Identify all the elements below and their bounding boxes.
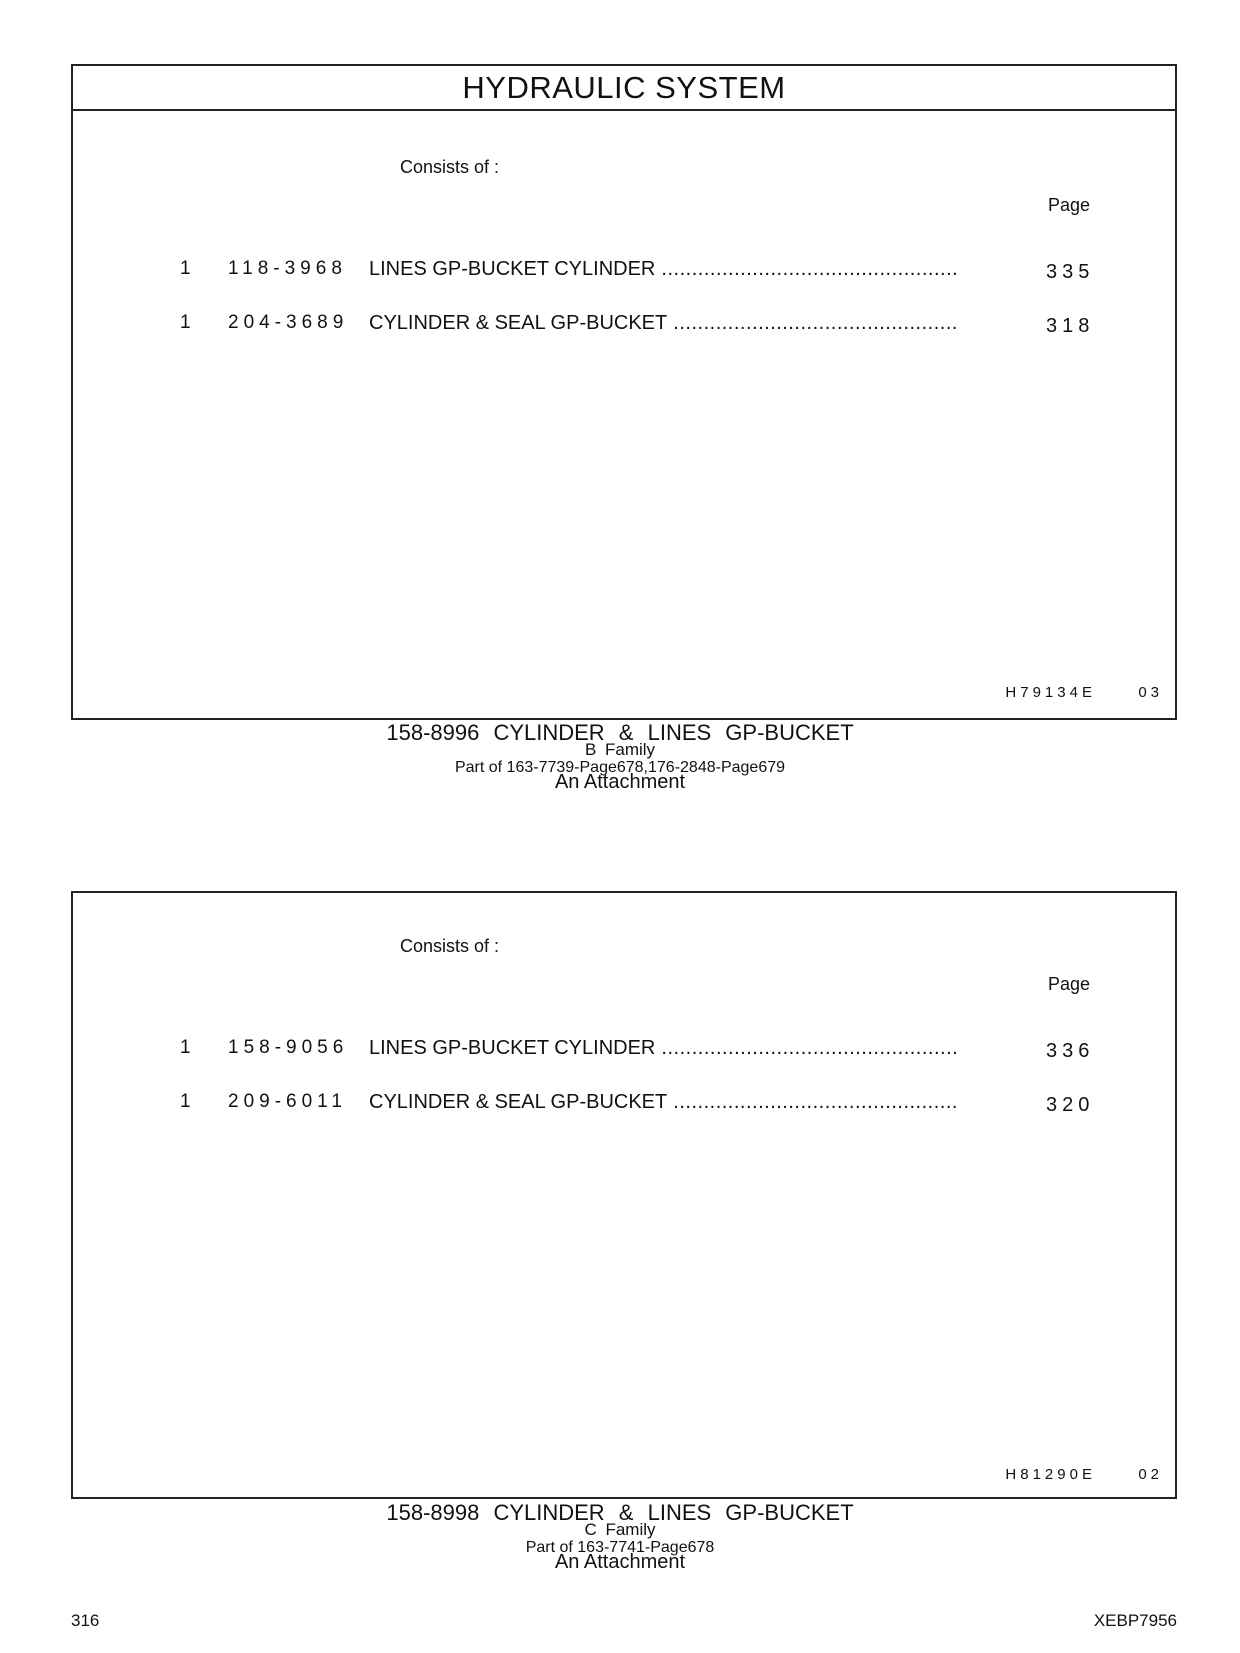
document-code: XEBP7956 [1093, 1611, 1177, 1630]
item-description: CYLINDER & SEAL GP-BUCKET ..... [369, 1091, 959, 1114]
item-qty: 1 [180, 312, 191, 333]
item-description: LINES GP-BUCKET CYLINDER ..... [369, 1037, 959, 1060]
parts-row [73, 258, 1175, 284]
item-part-number: 118-3968 [228, 258, 347, 279]
page-column-header: Page [1048, 974, 1091, 994]
parts-box-2 [71, 891, 1177, 1499]
group-attachment: An Attachment [554, 771, 686, 793]
item-part-number: 204-3689 [228, 312, 349, 333]
group-part-of: Part of 163-7741-Page678 [525, 1539, 715, 1556]
parts-row [73, 312, 1175, 338]
group-caption-2 [0, 1500, 1240, 1574]
group-family: B Family [584, 740, 656, 759]
parts-box-1 [71, 109, 1177, 720]
illustration-ref [1005, 684, 1163, 701]
parts-row [73, 1091, 1175, 1117]
ref-suffix: 03 [1138, 684, 1163, 701]
item-page: 320 [1046, 1094, 1095, 1116]
group-caption-1 [0, 720, 1240, 794]
item-qty: 1 [180, 1091, 191, 1112]
item-page: 318 [1046, 315, 1095, 337]
group-title: 158-8996 CYLINDER & LINES GP-BUCKET [386, 720, 854, 745]
ref-suffix: 02 [1138, 1466, 1163, 1483]
item-qty: 1 [180, 1037, 191, 1058]
group-attachment: An Attachment [554, 1551, 686, 1573]
item-description: CYLINDER & SEAL GP-BUCKET ..... [369, 312, 959, 335]
consists-of-label: Consists of : [400, 936, 500, 956]
section-header [71, 64, 1177, 111]
item-description: LINES GP-BUCKET CYLINDER ..... [369, 258, 959, 281]
group-family: C Family [584, 1520, 656, 1539]
item-page: 336 [1046, 1040, 1095, 1062]
item-part-number: 158-9056 [228, 1037, 349, 1058]
item-part-number: 209-6011 [228, 1091, 347, 1112]
consists-of-label: Consists of : [400, 157, 500, 177]
page-number: 316 [71, 1611, 100, 1630]
ref-code: H81290E [1005, 1466, 1096, 1483]
item-qty: 1 [180, 258, 191, 279]
item-page: 335 [1046, 261, 1095, 283]
illustration-ref [1005, 1466, 1163, 1483]
page-column-header: Page [1048, 195, 1091, 215]
parts-row [73, 1037, 1175, 1063]
section-title: HYDRAULIC SYSTEM [462, 69, 786, 105]
group-title: 158-8998 CYLINDER & LINES GP-BUCKET [386, 1500, 854, 1525]
ref-code: H79134E [1005, 684, 1096, 701]
group-part-of: Part of 163-7739-Page678,176-2848-Page679 [454, 759, 786, 776]
